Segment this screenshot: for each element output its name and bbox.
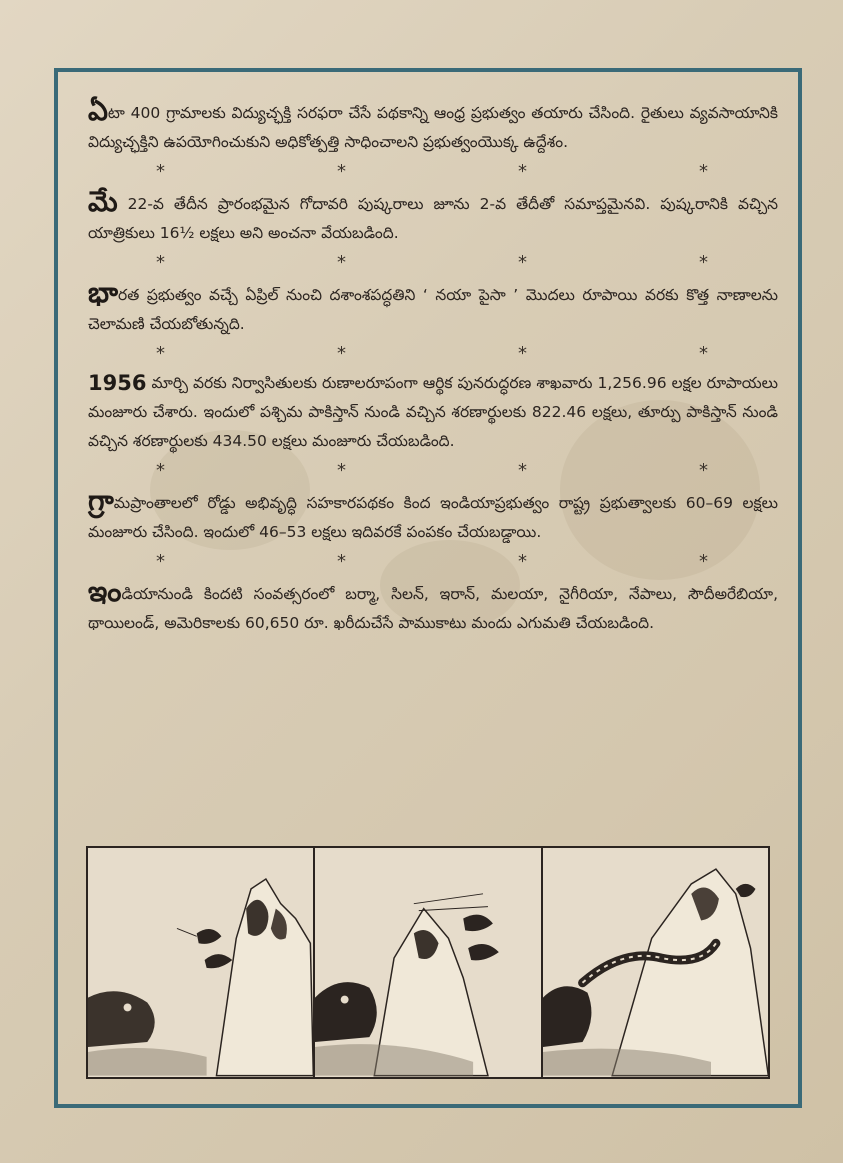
star-1: * [156, 551, 165, 572]
news-text: 22-వ తేదీన ప్రారంభమైన గోదావరి పుష్కరాలు జూను 2-వ తేదీతో సమాప్తమైనవి. పుష్కరానికి వచ్చిన యాత్రికులు 16½ లక్షలు అని అంచనా వేయబడింది. [88, 195, 778, 242]
cat-chasing-rats-illustration [315, 848, 540, 1077]
star-4: * [699, 551, 708, 572]
star-1: * [156, 252, 165, 273]
star-2: * [337, 460, 346, 481]
news-item-6 [88, 577, 778, 638]
cat-and-rats-illustration [88, 848, 313, 1077]
star-1: * [156, 161, 165, 182]
star-2: * [337, 343, 346, 364]
comic-panel-1 [88, 848, 315, 1077]
star-4: * [699, 343, 708, 364]
news-text: రత ప్రభుత్వం వచ్చే ఏప్రిల్ నుంచి దశాంశపద్ధతిని ‘ నయా పైసా ’ మొదలు రూపాయి వరకు కొత్త నాణాలను చెలామణి చేయబోతున్నది. [88, 286, 778, 333]
star-4: * [699, 252, 708, 273]
news-text: మప్రాంతాలలో రోడ్డు అభివృద్ధి సహకారపథకం కింద ఇండియాప్రభుత్వం రాష్ట్ర ప్రభుత్వాలకు 60–69 లక్షలు మంజూరు చేసింది. ఇందులో 46–53 లక్షలు ఇదివరకే పంపకం చేయబడ్డాయి. [88, 494, 778, 541]
news-item-1 [88, 96, 778, 157]
star-4: * [699, 161, 708, 182]
star-4: * [699, 460, 708, 481]
news-item-5 [88, 486, 778, 547]
star-3: * [518, 551, 527, 572]
comic-panel-3 [543, 848, 768, 1077]
star-2: * [337, 252, 346, 273]
news-text: డియానుండి కిందటి సంవత్సరంలో బర్మా, సిలన్, ఇరాన్, మలయా, నైగీరియా, నేపాలు, సౌదీఅరేబియా, థాయిలండ్, అమెరికాలకు 60,650 రూ. ఖరీదుచేసే పాముకాటు మందు ఎగుమతి చేయబడింది. [88, 585, 778, 632]
star-1: * [156, 343, 165, 364]
news-item-2 [88, 187, 778, 248]
news-text: టా 400 గ్రామాలకు విద్యుచ్ఛక్తి సరఫరా చేసే పథకాన్ని ఆంధ్ర ప్రభుత్వం తయారు చేసింది. రైతులు వ్యవసాయానికి విద్యుచ్ఛక్తిని ఉపయోగించుకుని అధికోత్పత్తి సాధించాలని ప్రభుత్వంయొక్క ఉద్దేశం. [88, 104, 778, 151]
news-text: మార్చి వరకు నిర్వాసితులకు రుణాలరూపంగా ఆర్థిక పునరుద్ధరణ శాఖవారు 1,256.96 లక్షల రూపాయలు మంజూరు చేశారు. ఇందులో పశ్చిమ పాకిస్తాన్ నుండి వచ్చిన శరణార్థులకు 822.46 లక్షలు, తూర్పు పాకిస్తాన్ నుండి వచ్చిన శరణార్థులకు 434.50 లక్షలు మంజూరు చేయబడింది. [88, 374, 778, 450]
drop-cap: ఏ [88, 94, 108, 127]
separator [88, 547, 778, 577]
star-3: * [518, 343, 527, 364]
news-column [88, 96, 778, 638]
drop-cap: గ్రా [88, 484, 114, 517]
star-1: * [156, 460, 165, 481]
drop-cap: ఇం [88, 575, 122, 608]
star-3: * [518, 252, 527, 273]
separator [88, 339, 778, 369]
star-3: * [518, 460, 527, 481]
star-2: * [337, 551, 346, 572]
separator [88, 248, 778, 278]
drop-cap: మే [88, 185, 118, 218]
news-item-3 [88, 278, 778, 339]
comic-strip [86, 846, 770, 1079]
news-item-4 [88, 369, 778, 456]
star-3: * [518, 161, 527, 182]
separator [88, 456, 778, 486]
drop-cap: భా [88, 276, 119, 309]
snake-attacks-cat-illustration [543, 848, 768, 1077]
comic-panel-2 [315, 848, 542, 1077]
separator [88, 157, 778, 187]
star-2: * [337, 161, 346, 182]
year-lead: 1956 [88, 371, 147, 395]
